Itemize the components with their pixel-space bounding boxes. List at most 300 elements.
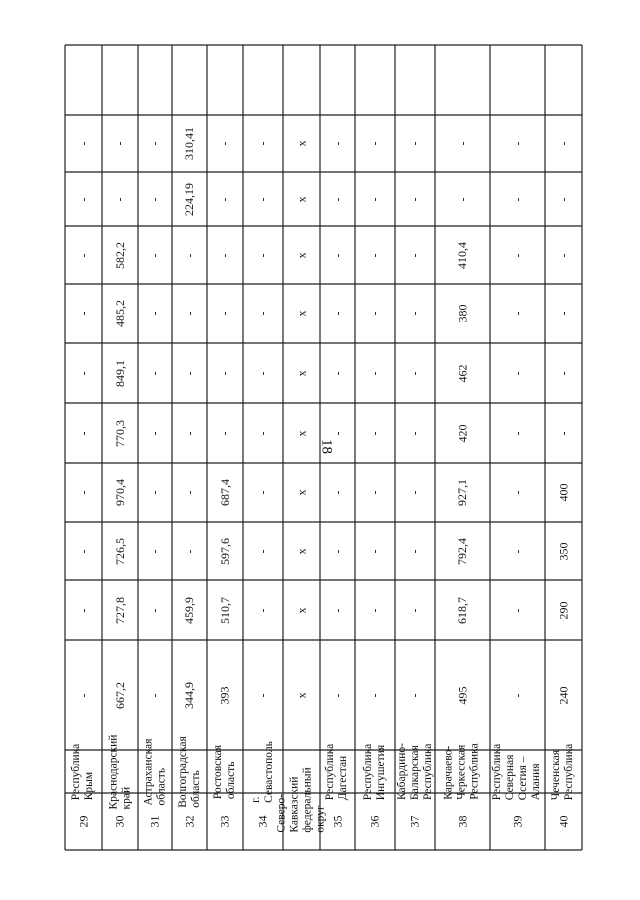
- row-number-cell-text: 32: [182, 815, 196, 828]
- value-cell-text: -: [147, 431, 162, 435]
- value-cell: [435, 522, 490, 580]
- value-cell: [545, 115, 582, 172]
- value-cell: [355, 172, 395, 226]
- value-cell: [490, 463, 545, 522]
- region-name-cell: [545, 743, 582, 800]
- value-cell: [65, 640, 102, 750]
- value-cell-text: 667,2: [112, 681, 127, 709]
- value-cell: [283, 580, 320, 640]
- value-cell: [243, 640, 283, 750]
- value-cell: [545, 522, 582, 580]
- value-cell-text: 687,4: [217, 479, 232, 506]
- value-cell: [102, 463, 138, 522]
- value-cell-text: -: [455, 141, 469, 146]
- value-cell: [207, 284, 243, 343]
- value-cell: [355, 226, 395, 284]
- value-cell: [283, 343, 320, 403]
- value-cell-text: -: [217, 311, 232, 316]
- value-cell: [395, 172, 435, 226]
- row-number-cell-text: 40: [556, 815, 570, 828]
- value-cell-text: 240: [556, 686, 570, 704]
- value-cell-text: -: [407, 549, 422, 553]
- value-cell: [207, 580, 243, 640]
- value-cell: [207, 463, 243, 522]
- value-cell: [435, 343, 490, 403]
- value-cell-text: -: [76, 490, 90, 495]
- value-cell-text: -: [76, 253, 90, 257]
- value-cell: [243, 403, 283, 463]
- value-cell: [355, 403, 395, 463]
- value-cell: [172, 640, 207, 750]
- row-number-cell: [435, 793, 490, 850]
- value-cell: [320, 172, 355, 226]
- value-cell: [138, 115, 172, 172]
- value-cell: [207, 403, 243, 463]
- value-cell-text: 726,5: [112, 537, 127, 565]
- value-cell-text: -: [407, 608, 422, 612]
- value-cell-text: -: [455, 197, 469, 201]
- value-cell-text: -: [367, 608, 382, 612]
- value-cell-text: 727,8: [112, 596, 127, 624]
- value-cell-text: 495: [455, 686, 469, 704]
- value-cell: [395, 463, 435, 522]
- value-cell: [243, 522, 283, 580]
- value-cell: [320, 226, 355, 284]
- value-cell: [395, 284, 435, 343]
- value-cell: [545, 580, 582, 640]
- value-cell-text: -: [147, 141, 162, 146]
- region-name-cell: [65, 743, 102, 800]
- value-cell-text: -: [556, 311, 570, 316]
- value-cell-text: -: [76, 311, 90, 316]
- value-cell-text: х: [294, 430, 308, 436]
- value-cell: [138, 580, 172, 640]
- value-cell-text: -: [556, 253, 570, 257]
- row-number-cell: [355, 793, 395, 850]
- value-cell-text: 400: [556, 483, 570, 502]
- value-cell: [138, 343, 172, 403]
- value-cell-text: -: [556, 371, 570, 375]
- value-cell-text: х: [294, 692, 308, 698]
- row-number-cell: [320, 793, 355, 850]
- value-cell-text: -: [510, 197, 524, 201]
- value-cell-text: -: [255, 490, 270, 495]
- value-cell-text: -: [407, 197, 422, 201]
- value-cell-text: -: [182, 371, 196, 375]
- value-cell-text: 350: [556, 542, 570, 560]
- value-cell-text: -: [182, 431, 196, 435]
- value-cell-text: 459,9: [182, 596, 196, 624]
- value-cell: [490, 640, 545, 750]
- value-cell: [395, 522, 435, 580]
- value-cell: [207, 172, 243, 226]
- value-cell: [545, 343, 582, 403]
- value-cell-text: 420: [455, 424, 469, 442]
- value-cell-text: -: [147, 549, 162, 553]
- value-cell: [283, 640, 320, 750]
- value-cell-text: -: [147, 253, 162, 257]
- value-cell-text: -: [330, 371, 344, 375]
- value-cell: [320, 403, 355, 463]
- value-cell: [395, 226, 435, 284]
- value-cell: [207, 522, 243, 580]
- row-number-cell-text: 35: [330, 815, 344, 828]
- value-cell: [283, 284, 320, 343]
- value-cell: [65, 284, 102, 343]
- value-cell-text: -: [367, 549, 382, 553]
- value-cell: [65, 580, 102, 640]
- region-name-cell-text: Астраханская область: [142, 738, 168, 805]
- value-cell-text: -: [76, 549, 90, 553]
- value-cell-text: -: [330, 431, 344, 435]
- row-number-cell: [395, 793, 435, 850]
- region-name-cell-text: Волгоградская область: [176, 735, 202, 808]
- region-name-cell: [490, 743, 545, 800]
- value-cell-text: -: [510, 693, 524, 697]
- value-cell: [435, 115, 490, 172]
- value-cell: [65, 403, 102, 463]
- value-cell-text: -: [255, 311, 270, 316]
- value-cell: [395, 343, 435, 403]
- value-cell: [172, 463, 207, 522]
- value-cell-text: 618,7: [455, 596, 469, 624]
- value-cell-text: -: [76, 197, 90, 201]
- value-cell-text: 792,4: [455, 537, 469, 565]
- value-cell: [490, 403, 545, 463]
- value-cell-text: 510,7: [217, 596, 232, 624]
- value-cell-text: 410,4: [455, 241, 469, 269]
- row-number-cell-text: 39: [510, 815, 524, 828]
- value-cell-text: -: [407, 141, 422, 146]
- value-cell: [320, 463, 355, 522]
- region-name-cell-text: Республика Северная Осетия – Алания: [491, 743, 543, 800]
- region-name-cell: [102, 734, 138, 809]
- value-cell: [283, 463, 320, 522]
- value-cell: [395, 403, 435, 463]
- value-cell-text: -: [556, 431, 570, 435]
- row-number-cell-text: 36: [367, 815, 382, 828]
- value-cell-text: 393: [217, 686, 232, 704]
- value-cell-text: -: [367, 197, 382, 201]
- value-cell: [435, 172, 490, 226]
- region-name-cell: [138, 738, 172, 805]
- value-cell: [320, 640, 355, 750]
- value-cell: [395, 115, 435, 172]
- value-cell-text: -: [255, 371, 270, 375]
- value-cell-text: -: [510, 141, 524, 146]
- value-cell-text: -: [76, 608, 90, 612]
- value-cell: [355, 343, 395, 403]
- value-cell-text: -: [510, 311, 524, 316]
- row-number-cell: [545, 793, 582, 850]
- value-cell: [545, 463, 582, 522]
- region-name-cell-text: Ростовская область: [212, 744, 237, 799]
- value-cell: [243, 172, 283, 226]
- row-number-cell: [490, 793, 545, 850]
- value-cell: [138, 403, 172, 463]
- value-cell-text: -: [217, 253, 232, 257]
- value-cell-text: -: [407, 253, 422, 257]
- value-cell-text: х: [294, 196, 308, 202]
- value-cell: [320, 115, 355, 172]
- value-cell: [243, 115, 283, 172]
- region-name-cell: [320, 743, 355, 800]
- value-cell: [65, 115, 102, 172]
- value-cell-text: 462: [455, 364, 469, 382]
- value-cell: [490, 284, 545, 343]
- value-cell: [490, 115, 545, 172]
- value-cell-text: -: [182, 549, 196, 553]
- value-cell-text: -: [330, 693, 344, 697]
- value-cell: [320, 284, 355, 343]
- value-cell: [65, 463, 102, 522]
- value-cell-text: х: [294, 548, 308, 554]
- value-cell-text: -: [217, 141, 232, 146]
- value-cell: [172, 284, 207, 343]
- region-name-cell: [207, 744, 243, 799]
- value-cell: [355, 640, 395, 750]
- value-cell-text: -: [147, 608, 162, 612]
- value-cell-text: -: [255, 431, 270, 435]
- value-cell: [435, 463, 490, 522]
- value-cell: [355, 463, 395, 522]
- value-cell-text: -: [330, 490, 344, 495]
- value-cell-text: -: [255, 693, 270, 697]
- value-cell: [490, 226, 545, 284]
- value-cell: [102, 115, 138, 172]
- value-cell: [490, 172, 545, 226]
- value-cell: [283, 115, 320, 172]
- value-cell-text: -: [255, 141, 270, 146]
- value-cell: [243, 284, 283, 343]
- value-cell: [207, 640, 243, 750]
- row-number-cell: [207, 793, 243, 850]
- value-cell-text: 849,1: [112, 359, 127, 387]
- value-cell: [102, 284, 138, 343]
- value-cell-text: -: [330, 197, 344, 201]
- value-cell: [172, 172, 207, 226]
- value-cell-text: -: [510, 253, 524, 257]
- value-cell: [172, 403, 207, 463]
- value-cell: [65, 522, 102, 580]
- region-name-cell-text: Кабардино-Балкарская Республика: [395, 743, 434, 800]
- value-cell: [243, 343, 283, 403]
- value-cell-text: -: [367, 371, 382, 375]
- value-cell-text: -: [367, 311, 382, 316]
- value-cell-text: -: [147, 693, 162, 697]
- value-cell: [545, 284, 582, 343]
- value-cell: [283, 403, 320, 463]
- value-cell: [172, 343, 207, 403]
- value-cell-text: -: [112, 141, 127, 146]
- page-number: 18: [318, 439, 335, 454]
- value-cell-text: -: [367, 490, 382, 495]
- value-cell: [355, 580, 395, 640]
- value-cell-text: -: [510, 490, 524, 495]
- value-cell-text: -: [217, 197, 232, 201]
- value-cell: [435, 580, 490, 640]
- value-cell-text: 380: [455, 304, 469, 323]
- region-name-cell-text: Республика Дагестан: [324, 743, 350, 800]
- value-cell: [490, 580, 545, 640]
- value-cell: [207, 226, 243, 284]
- value-cell-text: 310,41: [182, 127, 196, 160]
- value-cell: [395, 640, 435, 750]
- value-cell-text: -: [407, 431, 422, 435]
- value-cell: [545, 172, 582, 226]
- value-cell: [138, 172, 172, 226]
- row-number-cell-text: 29: [76, 815, 90, 828]
- value-cell: [102, 580, 138, 640]
- value-cell: [435, 284, 490, 343]
- value-cell-text: х: [294, 489, 308, 496]
- value-cell-text: -: [330, 608, 344, 612]
- value-cell-text: 770,3: [112, 419, 127, 447]
- value-cell-text: -: [147, 311, 162, 316]
- row-number-cell-text: 37: [407, 815, 422, 828]
- region-name-cell-text: Карачаево-Черкесская Республика: [443, 743, 481, 800]
- value-cell-text: -: [367, 141, 382, 146]
- value-cell: [283, 522, 320, 580]
- value-cell-text: -: [407, 311, 422, 316]
- value-cell-text: -: [330, 253, 344, 257]
- row-number-cell-text: 30: [112, 815, 127, 828]
- region-name-cell: [435, 743, 490, 800]
- value-cell: [395, 580, 435, 640]
- region-header-cell: [275, 750, 327, 850]
- value-cell-text: 927,1: [455, 479, 469, 506]
- value-cell: [65, 172, 102, 226]
- value-cell-text: -: [510, 431, 524, 435]
- value-cell-text: -: [255, 549, 270, 553]
- value-cell: [320, 343, 355, 403]
- value-cell: [243, 226, 283, 284]
- region-name-cell: [395, 743, 435, 800]
- value-cell: [102, 640, 138, 750]
- region-header-cell-text: Северо-Кавказский федеральный округ: [275, 767, 327, 833]
- value-cell: [355, 522, 395, 580]
- value-cell-text: -: [367, 253, 382, 257]
- value-cell-text: -: [556, 141, 570, 146]
- value-cell-text: 224,19: [182, 182, 196, 216]
- value-cell-text: х: [294, 252, 308, 258]
- value-cell: [435, 226, 490, 284]
- value-cell: [65, 343, 102, 403]
- value-cell: [138, 463, 172, 522]
- value-cell-text: -: [510, 549, 524, 553]
- value-cell: [102, 226, 138, 284]
- value-cell: [243, 580, 283, 640]
- region-name-cell: [172, 735, 207, 808]
- value-cell-text: х: [294, 370, 308, 376]
- region-name-cell-text: Краснодарский край: [107, 734, 133, 809]
- value-cell: [355, 115, 395, 172]
- value-cell-text: х: [294, 310, 308, 317]
- value-cell: [283, 172, 320, 226]
- value-cell-text: -: [407, 371, 422, 375]
- value-cell: [172, 522, 207, 580]
- value-cell-text: -: [76, 141, 90, 146]
- row-number-cell: [65, 793, 102, 850]
- value-cell: [207, 115, 243, 172]
- value-cell: [320, 522, 355, 580]
- value-cell-text: х: [294, 140, 308, 147]
- value-cell: [435, 640, 490, 750]
- value-cell-text: -: [510, 371, 524, 375]
- value-cell-text: -: [330, 549, 344, 553]
- value-cell-text: -: [255, 608, 270, 612]
- value-cell-text: -: [556, 197, 570, 201]
- value-cell: [102, 522, 138, 580]
- value-cell-text: -: [76, 431, 90, 435]
- region-name-cell: [355, 743, 395, 800]
- value-cell: [355, 284, 395, 343]
- value-cell-text: -: [112, 197, 127, 201]
- value-cell: [172, 115, 207, 172]
- value-cell: [545, 640, 582, 750]
- value-cell-text: -: [330, 141, 344, 146]
- region-name-cell-text: г. Севастополь: [250, 740, 276, 803]
- value-cell-text: 582,2: [112, 241, 127, 269]
- value-cell-text: -: [182, 311, 196, 316]
- value-cell-text: -: [367, 431, 382, 435]
- row-number-cell-text: 38: [455, 815, 469, 828]
- value-cell: [490, 522, 545, 580]
- value-cell-text: -: [147, 197, 162, 201]
- value-cell: [435, 403, 490, 463]
- value-cell-text: -: [510, 608, 524, 612]
- value-cell-text: -: [407, 693, 422, 697]
- value-cell-text: -: [182, 490, 196, 495]
- value-cell-text: -: [255, 253, 270, 257]
- value-cell-text: 290: [556, 601, 570, 619]
- value-cell-text: -: [217, 371, 232, 375]
- value-cell: [320, 580, 355, 640]
- value-cell: [138, 284, 172, 343]
- value-cell: [102, 172, 138, 226]
- value-cell: [138, 522, 172, 580]
- row-number-cell-text: 31: [147, 815, 162, 828]
- value-cell: [172, 226, 207, 284]
- value-cell: [283, 226, 320, 284]
- value-cell: [138, 640, 172, 750]
- row-number-cell-text: 33: [217, 815, 232, 828]
- value-cell: [102, 403, 138, 463]
- value-cell: [65, 226, 102, 284]
- value-cell-text: 485,2: [112, 300, 127, 327]
- value-cell-text: -: [330, 311, 344, 316]
- value-cell-text: -: [367, 693, 382, 697]
- value-cell-text: 597,6: [217, 537, 232, 565]
- value-cell-text: -: [147, 490, 162, 495]
- value-cell-text: -: [76, 693, 90, 697]
- value-cell-text: -: [407, 490, 422, 495]
- value-cell: [490, 343, 545, 403]
- value-cell-text: -: [76, 371, 90, 375]
- value-cell-text: х: [294, 607, 308, 613]
- value-cell-text: -: [147, 371, 162, 375]
- value-cell-text: 970,4: [112, 479, 127, 506]
- region-name-cell-text: Чеченская Республика: [550, 743, 576, 800]
- value-cell: [545, 403, 582, 463]
- region-name-cell-text: Республика Крым: [70, 743, 96, 800]
- value-cell: [207, 343, 243, 403]
- region-name-cell-text: Республика Ингушетия: [362, 743, 387, 800]
- value-cell: [138, 226, 172, 284]
- value-cell-text: 344,9: [182, 681, 196, 709]
- value-cell: [545, 226, 582, 284]
- value-cell: [172, 580, 207, 640]
